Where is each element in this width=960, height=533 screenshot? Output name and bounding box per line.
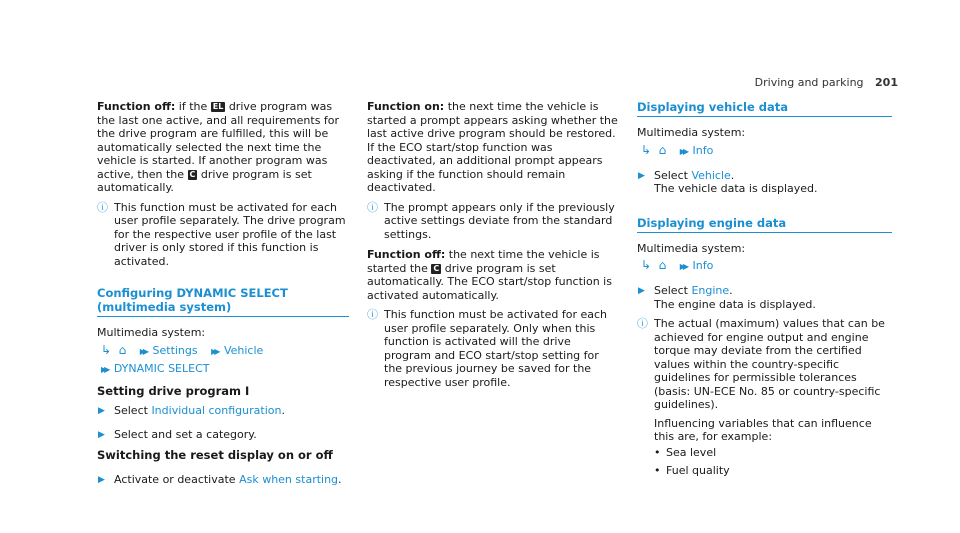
chevron-icon: ▶▶ [211, 346, 218, 356]
subheading: Switching the reset display on or off [97, 448, 333, 462]
step: ▶ Select Engine. The engine data is displayed. [638, 284, 816, 311]
chevron-icon: ▶▶ [679, 146, 686, 156]
drive-program-el-icon: EL [212, 102, 224, 111]
step-triangle-icon: ▶ [98, 406, 105, 416]
path-arrow-icon: ↳ [641, 258, 652, 272]
multimedia-label: Multimedia system: [637, 241, 746, 255]
menu-path [637, 143, 892, 159]
function-on-paragraph: Function on: the next time the vehicle is started a prompt appears asking whether the last active drive program should be restored. If the ECO start/stop function was deactivated, an additional prompt appears asking if the function should remain deactivated. [367, 100, 618, 194]
page-header [755, 76, 898, 90]
menu-settings[interactable]: Settings [152, 343, 198, 357]
section-heading: Configuring DYNAMIC SELECT (multimedia system) [97, 286, 349, 317]
section-title: Driving and parking [754, 76, 864, 89]
column-middle [367, 100, 619, 396]
note: ⓘ The actual (maximum) values that can be achieved for engine output and engine torque may deviate from the certified values within the country-specific guidelines for permissible tolerances (basis: UN-ECE No. 85 or country-specific guidelines). Influencing variables that can influence this are, for example: • Sea level • Fuel quality [637, 317, 892, 478]
page-number: 201 [875, 76, 898, 89]
path-arrow-icon: ↳ [641, 142, 652, 157]
menu-vehicle[interactable]: Vehicle [691, 168, 731, 182]
path-arrow-icon: ↳ [101, 342, 112, 357]
list-item: • Fuel quality [654, 464, 892, 478]
subheading: Setting drive program I [97, 383, 250, 398]
menu-info[interactable]: Info [692, 143, 714, 157]
multimedia-label: Multimedia system: [97, 326, 206, 339]
step-triangle-icon: ▶ [638, 170, 645, 181]
home-icon[interactable]: ⌂ [118, 342, 127, 357]
multimedia-label: Multimedia system: [637, 126, 746, 139]
drive-program-c-icon: C [189, 169, 196, 179]
step: ▶ Select Vehicle. The vehicle data is displayed. [638, 168, 818, 195]
note: ⓘ This function must be activated for each user profile separately. The drive program for the respective user profile of the last driver is only stored if this function is activated. [97, 200, 346, 268]
menu-info[interactable]: Info [692, 259, 714, 272]
section-heading: Displaying engine data [637, 216, 892, 233]
note-continuation: Influencing variables that can influence this are, for example: [654, 416, 872, 443]
column-left [97, 100, 349, 492]
column-right [637, 100, 892, 485]
drive-program-c-icon: C [433, 263, 440, 273]
step: ▶ Select and set a category. [98, 427, 257, 441]
step: ▶ Select Individual configuration. [98, 404, 285, 417]
step-triangle-icon: ▶ [98, 429, 105, 440]
menu-vehicle[interactable]: Vehicle [223, 343, 264, 357]
chevron-icon: ▶▶ [139, 346, 146, 356]
info-note-icon: ⓘ [97, 200, 108, 214]
menu-ask-when-starting[interactable]: Ask when starting [239, 472, 339, 486]
list-item: • Sea level [654, 446, 892, 460]
info-note-icon: ⓘ [637, 317, 648, 330]
function-off-paragraph: Function off: if the EL drive program was the last one active, and all requirements for the drive program are fulfilled, this will be automatically selected the next time the vehicle is started. If another program was active, then the C drive program is set automatically. [97, 100, 340, 194]
home-icon[interactable]: ⌂ [658, 258, 667, 272]
menu-path-line2 [97, 361, 349, 377]
chevron-icon: ▶▶ [101, 364, 108, 374]
info-note-icon: ⓘ [367, 200, 378, 214]
section-heading: Displaying vehicle data [637, 100, 892, 117]
menu-path [97, 343, 349, 359]
note: ⓘ This function must be activated for each user profile separately. Only when this function is activated will the drive program and ECO start/stop setting for the previous journey be saved for the respective user profile. [367, 308, 607, 389]
menu-individual-configuration[interactable]: Individual configuration [151, 404, 282, 417]
step-triangle-icon: ▶ [638, 286, 645, 296]
menu-dynamic-select[interactable]: DYNAMIC SELECT [113, 361, 210, 375]
home-icon[interactable]: ⌂ [658, 142, 667, 157]
bullet-list [654, 446, 892, 478]
info-note-icon: ⓘ [367, 308, 378, 321]
menu-path [637, 258, 892, 274]
chevron-icon: ▶▶ [679, 262, 686, 271]
step-triangle-icon: ▶ [98, 474, 105, 485]
note: ⓘ The prompt appears only if the previously active settings deviate from the standard settings. [367, 200, 615, 241]
menu-engine[interactable]: Engine [691, 284, 730, 297]
function-off-paragraph: Function off: the next time the vehicle is started the C drive program is set automatically. The ECO start/stop function is activated automatically. [367, 248, 612, 302]
step: ▶ Activate or deactivate Ask when starting. [98, 472, 342, 486]
